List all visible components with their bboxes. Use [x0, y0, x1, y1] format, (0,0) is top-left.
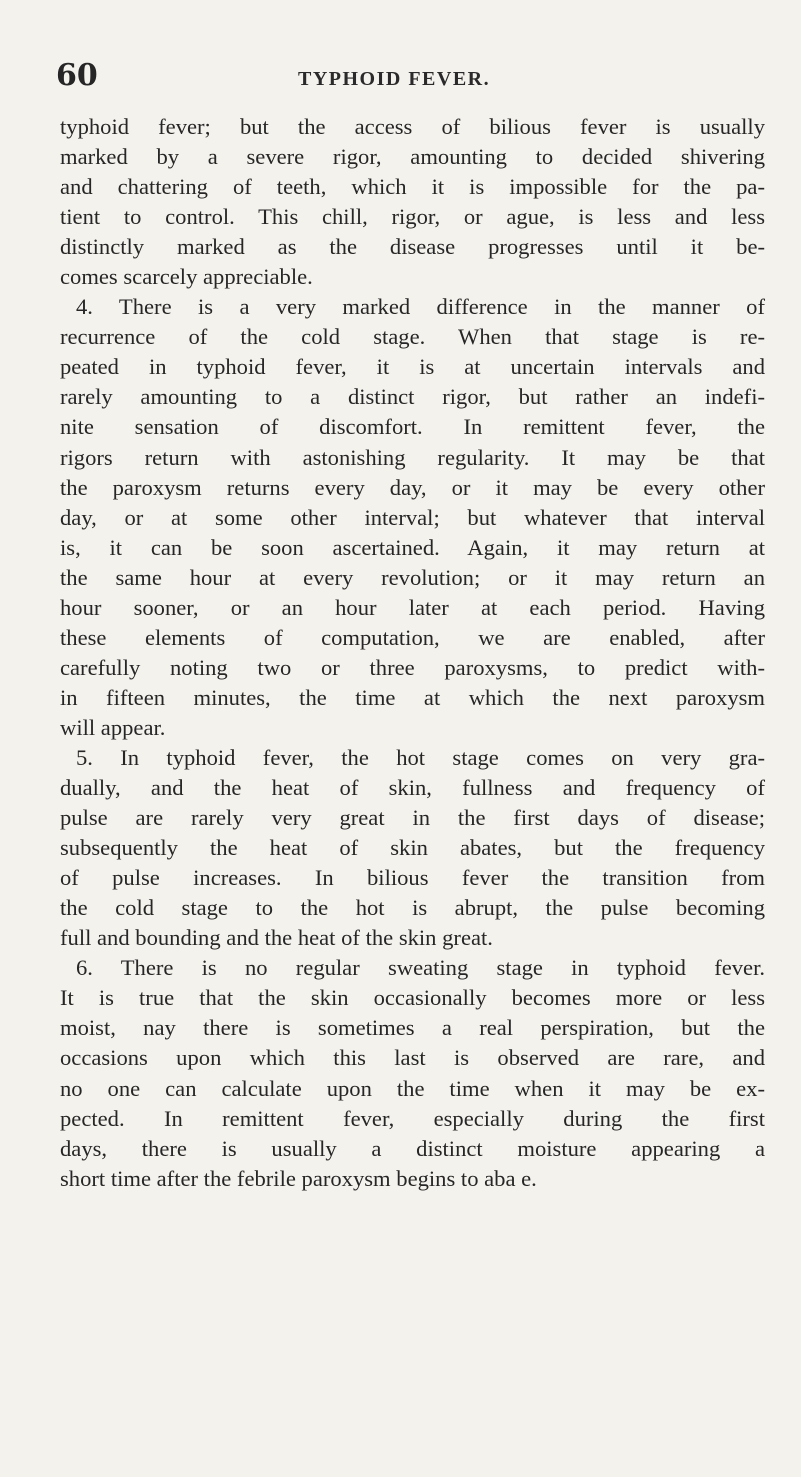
text-line: peated in typhoid fever, it is at uncertain intervals and — [60, 354, 765, 380]
text-line: rarely amounting to a distinct rigor, but rather an indefi- — [60, 384, 765, 410]
text-line: typhoid fever; but the access of bilious fever is usually — [60, 114, 765, 139]
paragraph — [60, 953, 765, 1193]
text-line: days, there is usually a distinct moisture appearing a — [60, 1135, 765, 1161]
text-line: these elements of computation, we are enabled, after — [60, 624, 765, 650]
text-line: short time after the febrile paroxysm begins to aba e. — [60, 1165, 537, 1191]
text-line: recurrence of the cold stage. When that stage is re- — [60, 324, 765, 350]
text-line: comes scarcely appreciable. — [60, 264, 313, 290]
text-line: the same hour at every revolution; or it may return an — [60, 564, 765, 590]
paragraph — [60, 743, 765, 953]
text-line: tient to control. This chill, rigor, or ague, is less and less — [60, 204, 765, 230]
text-line: It is true that the skin occasionally becomes more or less — [60, 985, 765, 1011]
text-line: is, it can be soon ascertained. Again, it may return at — [60, 534, 765, 560]
text-line: pected. In remittent fever, especially during the first — [60, 1105, 765, 1131]
text-line: the paroxysm returns every day, or it may be every other — [60, 474, 765, 500]
text-line: no one can calculate upon the time when it may be ex- — [60, 1075, 765, 1101]
running-head: TYPHOID FEVER. — [298, 68, 491, 90]
text-line: rigors return with astonishing regularity. It may be that — [60, 444, 765, 470]
text-line: 6. There is no regular sweating stage in typhoid fever. — [76, 955, 765, 981]
text-line: of pulse increases. In bilious fever the transition from — [60, 865, 765, 891]
body-text — [60, 112, 765, 1194]
text-line: occasions upon which this last is observed are rare, and — [60, 1045, 765, 1071]
text-line: dually, and the heat of skin, fullness and frequency of — [60, 775, 765, 801]
text-line: day, or at some other interval; but whatever that interval — [60, 504, 765, 530]
text-line: and chattering of teeth, which it is impossible for the pa- — [60, 174, 765, 200]
text-line: moist, nay there is sometimes a real perspiration, but the — [60, 1015, 765, 1041]
text-line: marked by a severe rigor, amounting to decided shivering — [60, 144, 765, 170]
text-line: carefully noting two or three paroxysms, to predict with- — [60, 654, 765, 680]
paragraph — [60, 112, 765, 292]
paragraph — [60, 292, 765, 743]
text-line: distinctly marked as the disease progresses until it be- — [60, 234, 765, 260]
text-line: nite sensation of discomfort. In remittent fever, the — [60, 414, 765, 440]
text-line: the cold stage to the hot is abrupt, the pulse becoming — [60, 895, 765, 921]
page-number: 60 — [56, 58, 98, 93]
text-line: subsequently the heat of skin abates, but the frequency — [60, 835, 765, 861]
text-line: in fifteen minutes, the time at which the next paroxysm — [60, 684, 765, 710]
text-line: pulse are rarely very great in the first days of disease; — [60, 805, 765, 831]
text-line: hour sooner, or an hour later at each period. Having — [60, 594, 765, 620]
text-line: will appear. — [60, 714, 166, 740]
text-line: full and bounding and the heat of the skin great. — [60, 925, 493, 951]
text-line: 5. In typhoid fever, the hot stage comes on very gra- — [76, 744, 765, 770]
page-header — [0, 58, 801, 98]
text-line: 4. There is a very marked difference in the manner of — [76, 294, 765, 320]
